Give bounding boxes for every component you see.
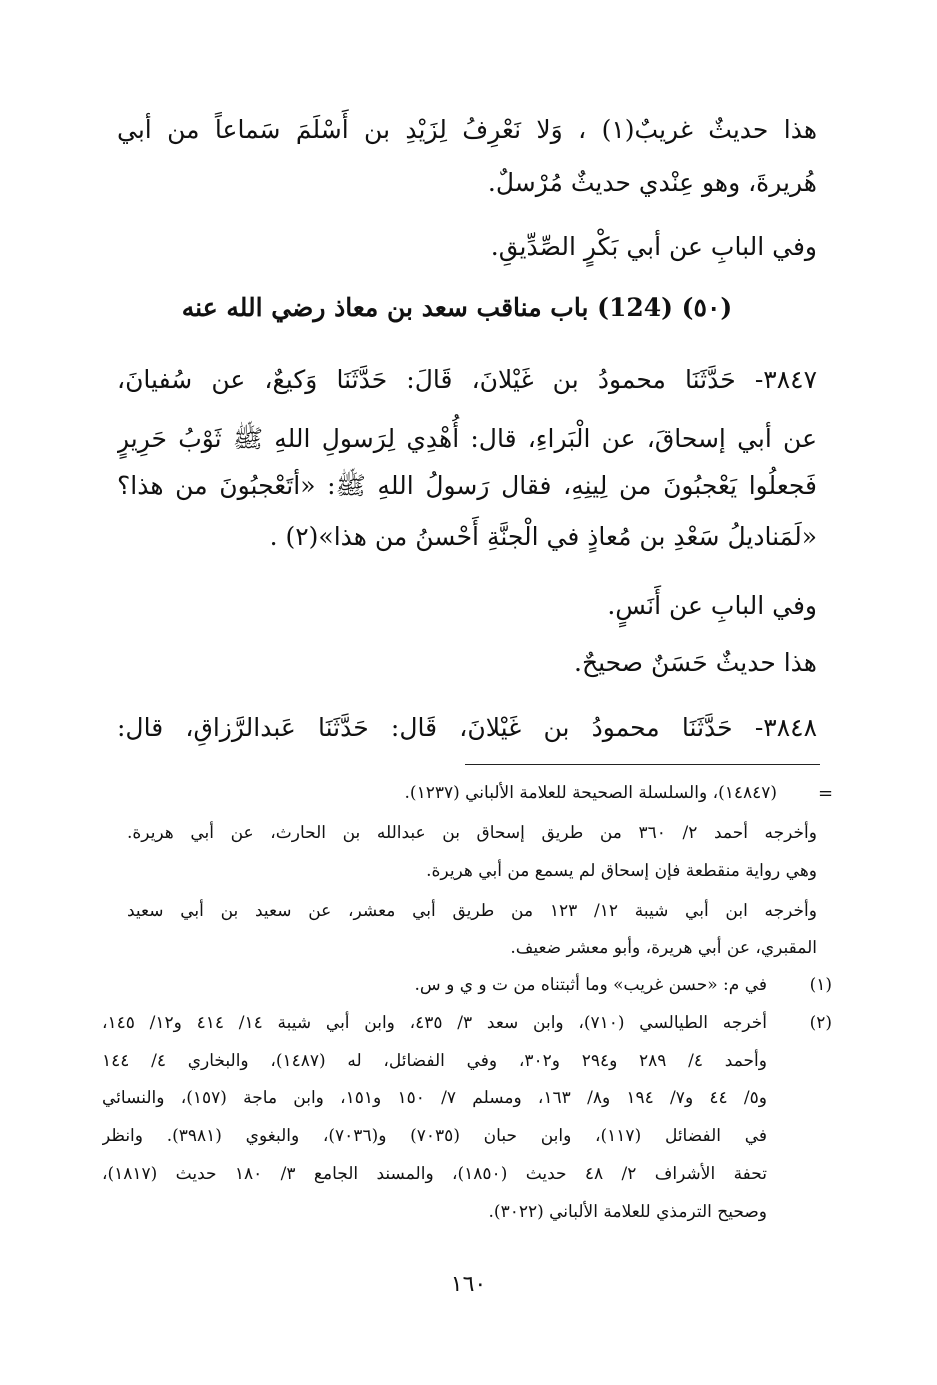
footnote-marker: (٢)	[809, 1013, 832, 1033]
continuation-mark: =	[818, 783, 834, 804]
page-number: ١٦٠	[450, 1272, 487, 1297]
footnote-line: وصحيح الترمذي للعلامة الألباني (٣٠٢٢).	[488, 1202, 767, 1222]
footnote-line: وأخرجه أحمد ٢/ ٣٦٠ من طريق إسحاق بن عبدالله بن الحارث، عن أبي هريرة.	[127, 823, 817, 843]
text-line: هذا حديثٌ حَسَنٌ صحيحٌ.	[574, 648, 817, 677]
footnote-line: تحفة الأشراف ٢/ ٤٨ حديث (١٨٥٠)، والمسند الجامع ٣/ ١٨٠ حديث (١٨١٧)،	[102, 1164, 767, 1184]
footnote-line: (١٤٨٤٧)، والسلسلة الصحيحة للعلامة الألباني (١٢٣٧).	[404, 783, 777, 803]
footnote-marker: (١)	[809, 975, 832, 995]
hadith-line: ٣٨٤٨- حَدَّثَنَا محمودُ بن غَيْلانَ، قَال: حَدَّثَنَا عَبدالرَّزاقِ، قال:	[117, 713, 817, 742]
hadith-line: ٣٨٤٧- حَدَّثَنَا محمودُ بن غَيْلانَ، قَالَ: حَدَّثَنَا وَكيعٌ، عن سُفيانَ،	[117, 365, 817, 394]
footnote-line: المقبري، عن أبي هريرة، وأبو معشر ضعيف.	[510, 938, 817, 958]
footnote-divider	[465, 764, 820, 765]
text-line: هذا حديثٌ غريبٌ(١) ، وَلا نَعْرِفُ لِزَيْدِ بن أَسْلَمَ سَماعاً من أبي	[117, 115, 817, 144]
footnote-line: أخرجه الطيالسي (٧١٠)، وابن سعد ٣/ ٤٣٥، وابن أبي شيبة ١٤/ ٤١٤ و١٢/ ١٤٥،	[102, 1013, 767, 1033]
text-line: وفي البابِ عن أبي بَكْرٍ الصِّدِّيقِ.	[490, 232, 817, 261]
footnote-line: في الفضائل (١١٧)، وابن حبان (٧٠٣٥) و(٧٠٣٦)، والبغوي (٣٩٨١). وانظر	[102, 1126, 767, 1146]
text-line: وفي البابِ عن أَنَسٍ.	[607, 591, 817, 620]
footnote-line: و٥/ ٤٤ و٧/ ١٩٤ و٨/ ١٦٣، ومسلم ٧/ ١٥٠ و١٥١، وابن ماجة (١٥٧)، والنسائي	[102, 1088, 767, 1108]
text-line: هُريرةَ، وهو عِنْدي حديثٌ مُرْسلٌ.	[487, 168, 817, 197]
hadith-line: «لَمَناديلُ سَعْدِ بن مُعاذٍ في الْجنَّةِ أَحْسنُ من هذا»(٢) .	[269, 522, 817, 551]
hadith-line: عن أبي إسحاقَ، عن الْبَراءِ، قال: أُهْدِي لِرَسولِ اللهِ ﷺ ثَوْبُ حَرِيرٍ	[117, 424, 817, 453]
footnote-line: في م: «حسن غريب» وما أثبتناه من ت و ي و س.	[414, 975, 767, 995]
footnote-line: وهي رواية منقطعة فإن إسحاق لم يسمع من أبي هريرة.	[426, 861, 817, 881]
chapter-heading: (٥٠) (124) باب مناقب سعد بن معاذ رضي الله عنه	[181, 293, 733, 322]
footnote-line: وأخرجه ابن أبي شيبة ١٢/ ١٢٣ من طريق أبي معشر، عن سعيد بن أبي سعيد	[127, 901, 817, 921]
footnote-line: وأحمد ٤/ ٢٨٩ و٢٩٤ و٣٠٢، وفي الفضائل، له (١٤٨٧)، والبخاري ٤/ ١٤٤	[102, 1051, 767, 1071]
hadith-line: فَجعلُوا يَعْجبُونَ من لِينِهِ، فقال رَسولُ اللهِ ﷺ: «أتَعْجبُونَ من هذا؟	[117, 471, 817, 500]
